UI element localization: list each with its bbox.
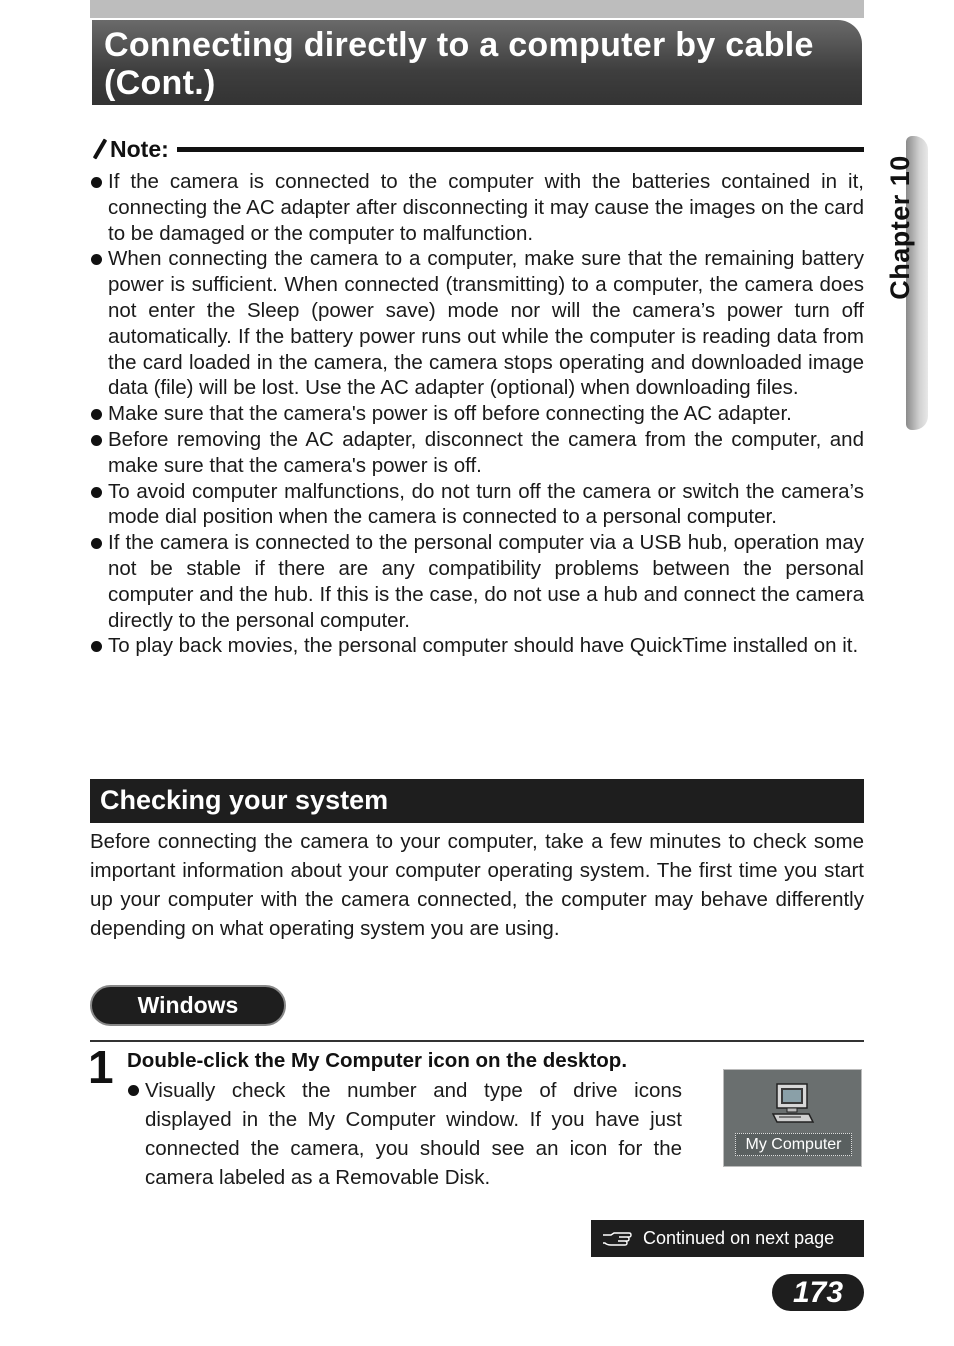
step-body	[127, 1076, 682, 1192]
note-item: To play back movies, the personal computer should have QuickTime installed on it.	[90, 633, 864, 659]
note-rule	[177, 147, 864, 152]
page-number	[772, 1274, 864, 1311]
windows-tab-label: Windows	[137, 992, 239, 1018]
pencil-icon	[90, 137, 108, 161]
section-title: Checking your system	[100, 785, 389, 815]
continued-text: Continued on next page	[643, 1228, 835, 1248]
windows-tab	[90, 985, 286, 1026]
chapter-label-text: Chapter 10	[884, 155, 915, 300]
continued-box	[591, 1220, 864, 1257]
note-header	[90, 133, 864, 165]
page-number-text: 173	[792, 1275, 844, 1309]
section-intro: Before connecting the camera to your computer, take a few minutes to check some important information about your computer operating system. The first time you start up your computer with the camera connected, the computer may behave differently depending on what operating system you are using.	[90, 830, 864, 940]
section-header	[90, 779, 864, 823]
step-number: 1	[88, 1041, 114, 1093]
title-banner	[90, 18, 864, 105]
note-item: To avoid computer malfunctions, do not turn off the camera or switch the camera’s mode dial position when the camera is connected to a personal computer.	[90, 479, 864, 531]
windows-rule	[90, 1040, 864, 1042]
pointing-hand-icon	[601, 1231, 633, 1247]
note-item: Make sure that the camera's power is off before connecting the AC adapter.	[90, 401, 864, 427]
note-item: If the camera is connected to the computer with the batteries contained in it, connecting the AC adapter after disconnecting it may cause the images on the card to be damaged or the computer to malfunction.	[90, 169, 864, 246]
step-bullet: Visually check the number and type of drive icons displayed in the My Computer window. If you have just connected the camera, you should see an icon for the camera labeled as a Removable Disk.	[127, 1076, 682, 1192]
chapter-label	[880, 140, 920, 315]
desktop-screenshot	[723, 1069, 862, 1167]
step-title: Double-click the My Computer icon on the desktop.	[127, 1049, 628, 1072]
note-item: Before removing the AC adapter, disconnect the camera from the computer, and make sure that the camera's power is off.	[90, 427, 864, 479]
title-top-bar	[90, 0, 864, 18]
note-title: Note:	[110, 135, 169, 162]
my-computer-label[interactable]: My Computer	[735, 1133, 852, 1156]
computer-icon	[771, 1082, 815, 1128]
note-list	[90, 169, 864, 659]
note-item: When connecting the camera to a computer, make sure that the remaining battery power is sufficient. When connected (transmitting) to a computer, the camera does not enter the Sleep (power save) mode nor will the camera’s power turn off automatically. If the battery power runs out while the computer is reading data from the card loaded in the camera, the camera stops operating and downloaded image data (file) will be lost. Use the AC adapter (optional) when downloading files.	[90, 246, 864, 401]
note-item: If the camera is connected to the personal computer via a USB hub, operation may not be stable if there are any compatibility problems between the personal computer and the hub. If this is the case, do not use a hub and connect the camera directly to the personal computer.	[90, 530, 864, 633]
page-title: Connecting directly to a computer by cable (Cont.)	[104, 26, 814, 102]
